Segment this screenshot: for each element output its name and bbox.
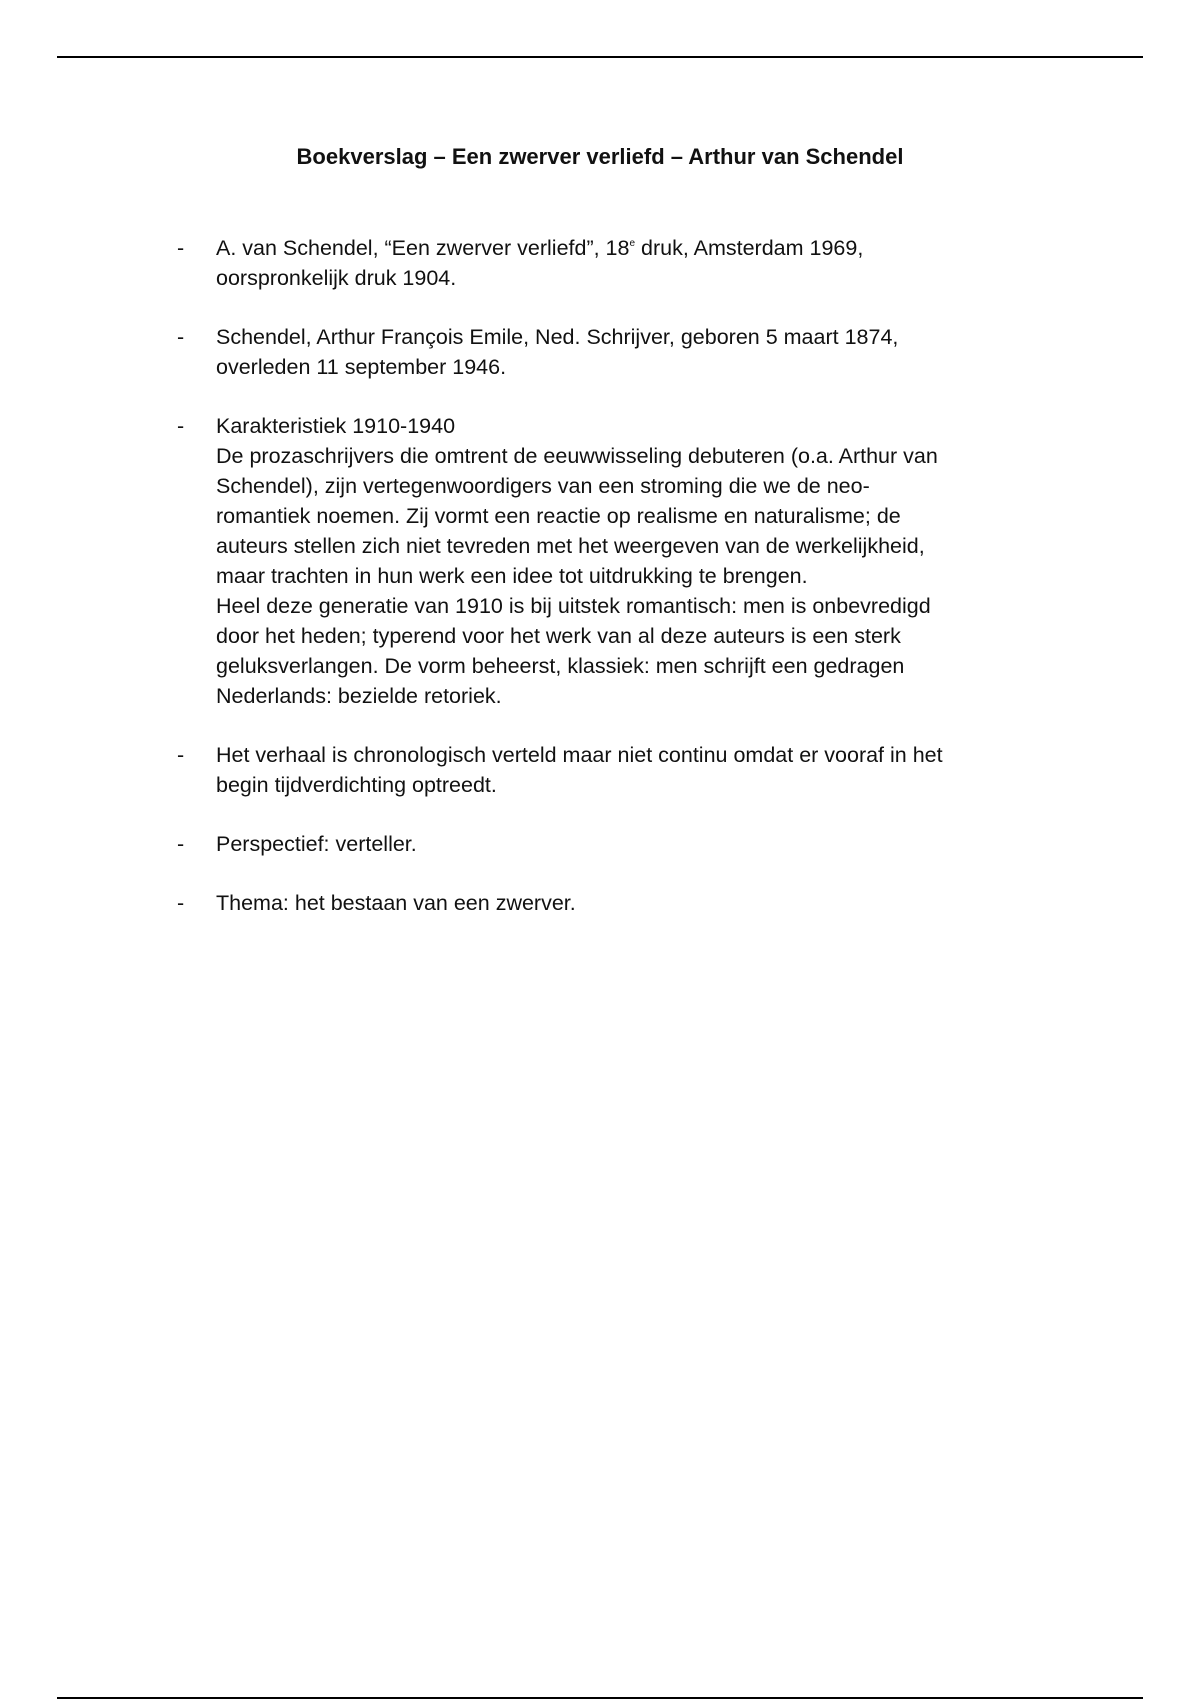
document-title: Boekverslag – Een zwerver verliefd – Arthur van Schendel — [296, 144, 904, 169]
text-line: De prozaschrijvers die omtrent de eeuwwisseling debuteren (o.a. Arthur van — [216, 444, 938, 468]
text-line: door het heden; typerend voor het werk van al deze auteurs is een sterk — [216, 624, 901, 648]
list-item — [0, 411, 1200, 711]
text-line: Heel deze generatie van 1910 is bij uitstek romantisch: men is onbevredigd — [216, 594, 931, 618]
bullet-dash: - — [177, 325, 185, 349]
bullet-dash: - — [177, 414, 185, 438]
bottom-rule — [57, 1697, 1143, 1699]
bullet-dash: - — [177, 832, 185, 856]
list-item-text — [216, 740, 1046, 800]
list-item — [0, 322, 1200, 382]
text-line: Karakteristiek 1910-1940 — [216, 414, 456, 438]
text-segment: druk, Amsterdam 1969, — [635, 236, 864, 260]
text-line: Nederlands: bezielde retoriek. — [216, 684, 502, 708]
text-line: Het verhaal is chronologisch verteld maar niet continu omdat er vooraf in het — [216, 743, 943, 767]
text-line: oorspronkelijk druk 1904. — [216, 266, 457, 290]
text-line — [216, 233, 1046, 263]
text-segment: A. van Schendel, “Een zwerver verliefd”, 18 — [216, 236, 630, 260]
text-line: Thema: het bestaan van een zwerver. — [216, 891, 576, 915]
list-item — [0, 829, 1200, 859]
text-line: begin tijdverdichting optreedt. — [216, 773, 497, 797]
list-item-text — [216, 411, 1046, 711]
text-line: romantiek noemen. Zij vormt een reactie op realisme en naturalisme; de — [216, 504, 901, 528]
list-item-text — [216, 233, 1046, 293]
list-item — [0, 233, 1200, 293]
list-item-text — [216, 829, 1046, 859]
bullet-dash: - — [177, 891, 185, 915]
bullet-dash: - — [177, 743, 185, 767]
top-rule — [57, 56, 1143, 58]
list-item — [0, 888, 1200, 918]
list-item-text — [216, 322, 1046, 382]
bullet-dash: - — [177, 236, 185, 260]
list-item-text — [216, 888, 1046, 918]
text-line: Schendel), zijn vertegenwoordigers van een stroming die we de neo- — [216, 474, 870, 498]
bullet-list — [0, 233, 1200, 947]
superscript: e — [629, 238, 636, 249]
text-line: auteurs stellen zich niet tevreden met het weergeven van de werkelijkheid, — [216, 534, 925, 558]
text-line: overleden 11 september 1946. — [216, 355, 507, 379]
text-line: maar trachten in hun werk een idee tot uitdrukking te brengen. — [216, 564, 808, 588]
text-line: geluksverlangen. De vorm beheerst, klassiek: men schrijft een gedragen — [216, 654, 905, 678]
text-line: Schendel, Arthur François Emile, Ned. Schrijver, geboren 5 maart 1874, — [216, 325, 899, 349]
list-item — [0, 740, 1200, 800]
text-line: Perspectief: verteller. — [216, 832, 417, 856]
